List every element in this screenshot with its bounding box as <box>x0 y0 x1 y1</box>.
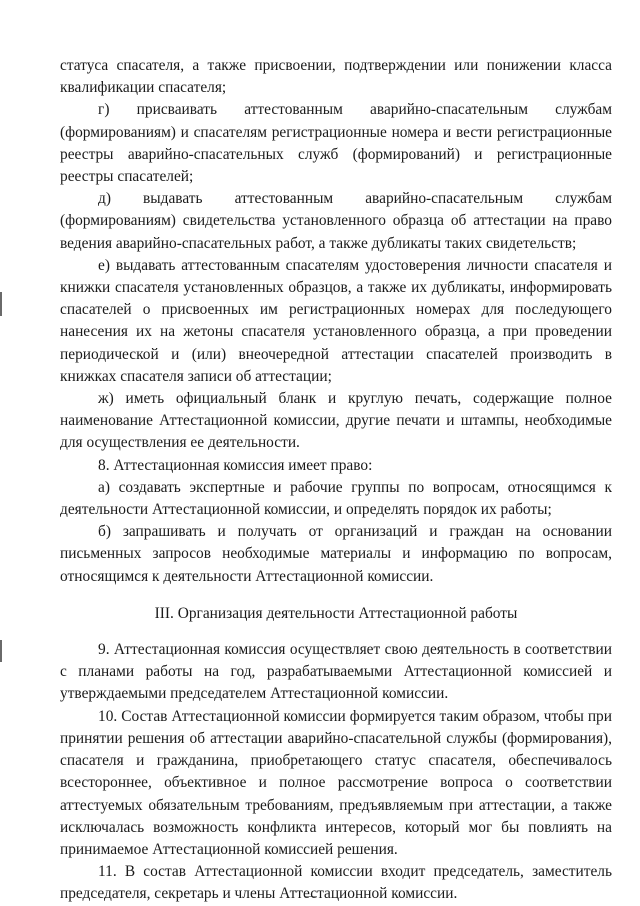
clause-9-paragraph: 9. Аттестационная комиссия осуществляет свою деятельность в соответствии с планами работы на год, разрабатываемыми Аттестационной комиссией и утверждаемыми председателем Аттестационной комиссии. <box>60 641 612 703</box>
clause-10-paragraph: 10. Состав Аттестационной комиссии формируется таким образом, чтобы при принятии решения об аттестации аварийно-спасательной службы (формирования), спасателя и гражданина, приобретающего статус спасателя, обеспечивалось всестороннее, объективное и полное рассмотрение вопроса о соответствии аттестуемых обязательным требованиям, предъявляемым при аттестации, а также исключалась возможность конфликта интересов, который мог бы повлиять на принимаемое Аттестационной комиссией решения. <box>60 707 612 858</box>
clause-11-paragraph: 11. В состав Аттестационной комиссии входит председатель, заместитель председателя, секретарь и члены Аттестационной комиссии. <box>60 863 612 903</box>
clause-8-paragraph: 8. Аттестационная комиссия имеет право: <box>98 456 373 474</box>
item-b-paragraph: б) запрашивать и получать от организаций и граждан на основании письменных запросов необходимые материалы и информацию по вопросам, относящимся к деятельности Аттестационной комиссии. <box>60 523 612 585</box>
section-heading: III. Организация деятельности Аттестационной работы <box>154 604 518 622</box>
item-e-paragraph: е) выдавать аттестованным спасателям удостоверения личности спасателя и книжки спасателя установленных образцов, а также их дубликаты, информировать спасателей о присвоенных им регистрационных номерах для последующего нанесения их на жетоны спасателя установленного образца, а при проведении периодической и (или) внеочередной аттестации спасателей производить в книжках спасателя записи об аттестации; <box>60 256 612 385</box>
item-a-paragraph: а) создавать экспертные и рабочие группы по вопросам, относящимся к деятельности Аттестационной комиссии, и определять порядок их работы; <box>60 478 612 519</box>
continuation-paragraph: статуса спасателя, а также присвоении, подтверждении или понижении класса квалификации спасателя; <box>60 57 612 97</box>
document-body <box>60 55 612 906</box>
item-g-paragraph: г) присваивать аттестованным аварийно-спасательным службам (формированиям) и спасателям регистрационные номера и вести регистрационные реестры аварийно-спасательных служб (формирований) и регистрационные реестры спасателей; <box>60 101 612 186</box>
item-d-paragraph: д) выдавать аттестованным аварийно-спасательным службам (формированиям) свидетельства установленного образца об аттестации на право ведения аварийно-спасательных работ, а также дубликаты таких свидетельств; <box>60 190 612 252</box>
scan-edge-mark <box>0 292 2 316</box>
item-zh-paragraph: ж) иметь официальный бланк и круглую печать, содержащие полное наименование Аттестационной комиссии, другие печати и штампы, необходимые для осуществления ее деятельности. <box>60 390 612 452</box>
scan-edge-mark <box>0 640 2 662</box>
